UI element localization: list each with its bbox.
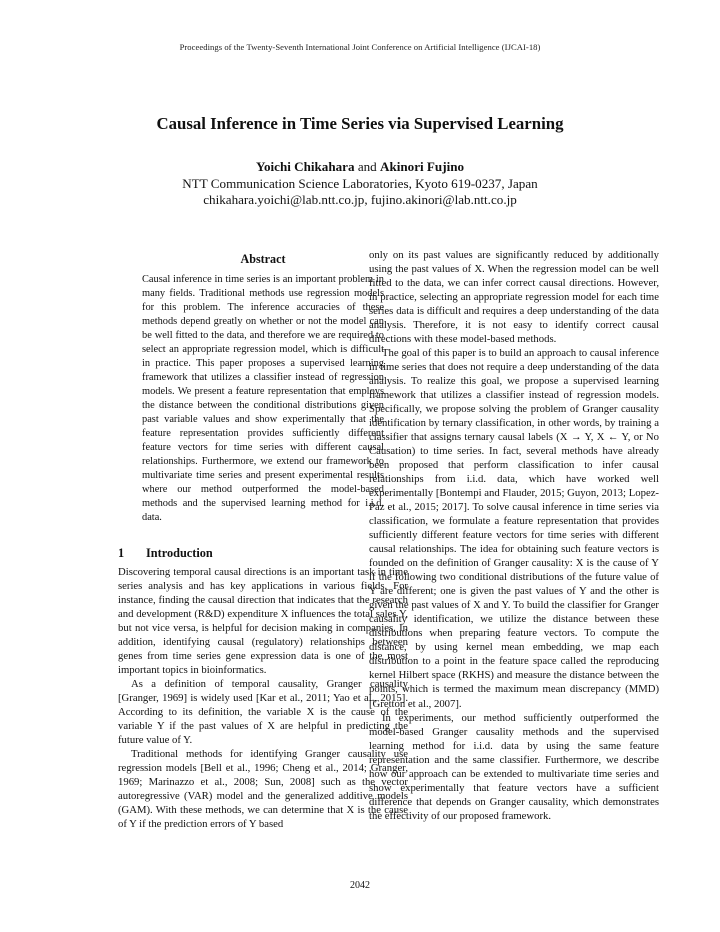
page-number: 2042 [350, 880, 370, 891]
author-1: Yoichi Chikahara [255, 159, 355, 174]
right-column [369, 248, 659, 823]
intro-paragraph-3: Traditional methods for identifying Granger causality use regression models [Bell et al., 1996; Cheng et al., 2014; Granger, 1969; Marinazzo et al., 2008; Sun, 2008] such as the vector autoregressive (VAR) model and the generalized additive models (GAM). With these methods, we can determine that X is the cause of Y if the prediction errors of Y based [118, 748, 408, 831]
left-column [118, 248, 408, 831]
section-number: 1 [118, 546, 125, 561]
affiliation: NTT Communication Science Laboratories, Kyoto 619-0237, Japan [182, 175, 538, 191]
abstract-heading: Abstract [240, 252, 286, 266]
body-paragraph-3: In experiments, our method sufficiently outperformed the model-based Granger causality methods and the supervised learning method for i.i.d. data by using the same feature representation and the same classifier. Furthermore, we describe how our approach can be extended to multivariate time series and show experimentally that feature vectors have a sufficient difference that depends on Granger causality, which demonstrates the effectivity of our proposed framework. [369, 711, 659, 822]
author-block [0, 159, 720, 209]
running-header: Proceedings of the Twenty-Seventh International Joint Conference on Artificial Intelligence (IJCAI-18) [179, 42, 541, 52]
intro-paragraph-1: Discovering temporal causal directions is an important task in time series analysis and has key applications in various fields. For instance, finding the causal direction that indicates that the research and development (R&D) expenditure X influences the total sales Y, but not vice versa, is helpful for decision making in companies. In addition, identifying causal (regulatory) relationships between genes from time series gene expression data is one of the most important topics in bioinformatics. [118, 566, 408, 677]
section-title: Introduction [146, 546, 213, 561]
section-heading [118, 546, 408, 560]
paper-title: Causal Inference in Time Series via Supervised Learning [156, 114, 564, 133]
abstract-text: Causal inference in time series is an important problem in many fields. Traditional methods use regression models for this problem. The inference accuracies of these methods depend greatly on whether or not the model can be well fitted to the data, and therefore we are required to select an appropriate regression model, which is difficult in practice. This paper proposes a supervised learning framework that utilizes a classifier instead of regression models. We present a feature representation that employs the distance between the conditional distributions given past variable values and show experimentally that the feature representation provides sufficiently different feature vectors for time series with different causal relationships. Furthermore, we extend our framework to multivariate time series and present experimental results where our method outperformed the model-based methods and the supervised learning method for i.i.d. data. [142, 274, 384, 524]
author-names [0, 159, 720, 176]
body-paragraph-2: The goal of this paper is to build an approach to causal inference in time series that does not require a deep understanding of the data analysis. To realize this goal, we propose a supervised learning framework that utilizes a classifier instead of regression models. Specifically, we propose solving the problem of Granger causality identification by ternary classification, in other words, by training a classifier that assigns ternary causal labels (X → Y, X ← Y, or No Causation) to time series. In fact, several methods have already been proposed that perform classification to infer causal relationships from i.i.d. data, which have worked well experimentally [Bontempi and Flauder, 2015; Guyon, 2013; Lopez-Paz et al., 2015; 2017]. To solve causal inference in time series via classification, we formulate a feature representation that provides sufficiently different feature vectors for time series with different causal relationships. The idea for obtaining such feature vectors is founded on the definition of Granger causality: X is the cause of Y if the following two conditional distributions of the future value of Y are different; one is given the past values of Y and the other is given the past values of X and Y. To build the classifier for Granger causality identification, we utilize the distance between these distributions when preparing feature vectors. To compute the distance, by using kernel mean embedding, we map each distribution to a point in the feature space called the reproducing kernel Hilbert space (RKHS) and measure the distance between the points, which is termed the maximum mean discrepancy (MMD) [Gretton et al., 2007]. [369, 347, 659, 710]
intro-paragraph-2: As a definition of temporal causality, Granger causality [Granger, 1969] is widely used [Kar et al., 2011; Yao et al., 2015]. According to its definition, the variable X is the cause of the variable Y if the past values of X are helpful in predicting the future value of Y. [118, 678, 408, 747]
author-emails: chikahara.yoichi@lab.ntt.co.jp, fujino.akinori@lab.ntt.co.jp [203, 192, 517, 208]
body-paragraph-1: only on its past values are significantly reduced by additionally using the past values of X. When the regression model can be well fitted to the data, we can infer correct causal directions. However, in practice, selecting an appropriate regression model for each time series data is difficult and requires a deep understanding of the data analysis. Therefore, it is not easy to identify correct causal directions with these model-based methods. [369, 249, 659, 346]
author-conjunction: and [354, 159, 380, 174]
author-2: Akinori Fujino [380, 159, 465, 174]
